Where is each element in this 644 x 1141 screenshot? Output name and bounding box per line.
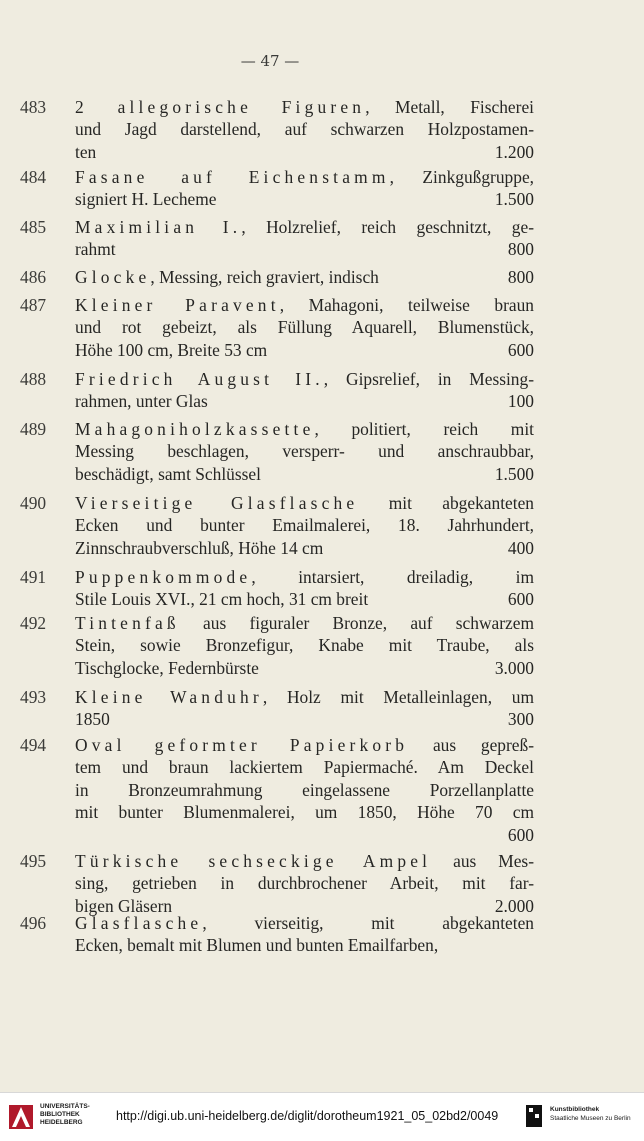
item-title: Mahagoniholzkassette bbox=[75, 419, 315, 439]
entry-line bbox=[75, 824, 534, 846]
catalog-entry bbox=[20, 566, 534, 611]
item-description: aus Mes- bbox=[431, 851, 534, 871]
entry-line bbox=[75, 708, 534, 730]
entry-line bbox=[75, 294, 534, 316]
entry-number: 490 bbox=[20, 493, 47, 513]
item-price: 1.200 bbox=[494, 141, 534, 162]
item-description: , Metall, Fischerei bbox=[365, 97, 534, 117]
item-title: Vierseitige Glasflasche bbox=[75, 493, 359, 513]
catalog-entry bbox=[20, 216, 534, 261]
entry-line bbox=[75, 339, 534, 361]
item-price: 800 bbox=[507, 239, 534, 260]
item-description: Tischglocke, Federnbürste bbox=[75, 657, 259, 678]
catalog-entry bbox=[20, 686, 534, 731]
entry-line bbox=[75, 118, 534, 140]
entry-line bbox=[75, 440, 534, 462]
kunstbibliothek-logo-icon bbox=[524, 1103, 544, 1129]
item-description: , Holz mit Metalleinlagen, um bbox=[262, 687, 534, 707]
entry-number: 494 bbox=[20, 735, 47, 755]
item-description: beschädigt, samt Schlüssel bbox=[75, 463, 261, 484]
item-price: 3.000 bbox=[494, 657, 534, 678]
catalog-entry bbox=[20, 418, 534, 485]
entry-number: 485 bbox=[20, 217, 47, 237]
item-description: Ecken und bunter Emailmalerei, 18. Jahrhundert, bbox=[75, 515, 534, 536]
entry-number: 492 bbox=[20, 613, 47, 633]
entry-number: 493 bbox=[20, 687, 47, 707]
entry-line bbox=[75, 850, 534, 872]
catalog-entry bbox=[20, 166, 534, 211]
catalog-entry bbox=[20, 266, 534, 288]
catalog-entry bbox=[20, 368, 534, 413]
heidelberg-library-name: UNIVERSITÄTS- BIBLIOTHEK HEIDELBERG bbox=[40, 1103, 90, 1126]
entry-line bbox=[75, 238, 534, 260]
item-description: Stein, sowie Bronzefigur, Knabe mit Traube, als bbox=[75, 635, 534, 656]
page-number: — 47 — bbox=[240, 52, 300, 70]
item-price: 100 bbox=[507, 391, 534, 412]
item-price: 1.500 bbox=[494, 463, 534, 484]
item-description: Zinnschraubverschluß, Höhe 14 cm bbox=[75, 537, 324, 558]
item-price: 1.500 bbox=[494, 189, 534, 210]
item-description: mit bunter Blumenmalerei, um 1850, Höhe 70 cm bbox=[75, 802, 534, 823]
item-description: rahmen, unter Glas bbox=[75, 391, 208, 412]
entry-number: 495 bbox=[20, 851, 47, 871]
item-description: Messing beschlagen, versperr- und anschraubbar, bbox=[75, 441, 534, 462]
item-title: 2 allegorische Figuren bbox=[75, 97, 366, 117]
catalog-entry bbox=[20, 294, 534, 361]
entry-line bbox=[75, 537, 534, 559]
entry-number: 491 bbox=[20, 567, 47, 587]
item-price: 2.000 bbox=[494, 895, 534, 916]
item-title: Türkische sechseckige Ampel bbox=[75, 851, 432, 871]
item-title: Kleiner Paravent bbox=[75, 295, 280, 315]
item-price: 600 bbox=[507, 339, 534, 360]
entry-line bbox=[75, 588, 534, 610]
item-description: 1850 bbox=[75, 709, 110, 730]
item-title: Maximilian I. bbox=[75, 217, 242, 237]
catalog-entry bbox=[20, 492, 534, 559]
entry-line bbox=[75, 801, 534, 823]
item-description: tem und braun lackiertem Papiermaché. Am Deckel bbox=[75, 757, 534, 778]
item-description: , Holzrelief, reich geschnitzt, ge- bbox=[241, 217, 535, 237]
item-description: aus gepreß- bbox=[408, 735, 534, 755]
entry-line bbox=[75, 390, 534, 412]
item-description: , vierseitig, mit abgekanteten bbox=[202, 913, 534, 933]
catalog-entry bbox=[20, 912, 534, 957]
entry-line bbox=[75, 418, 534, 440]
catalog-entry bbox=[20, 734, 534, 846]
entry-number: 486 bbox=[20, 267, 47, 287]
item-title: Glocke bbox=[75, 267, 151, 287]
item-description: und rot gebeizt, als Füllung Aquarell, Blumenstück, bbox=[75, 317, 534, 338]
entry-line bbox=[75, 566, 534, 588]
item-price: 300 bbox=[507, 709, 534, 730]
entry-line bbox=[75, 612, 534, 634]
heidelberg-library-logo-icon bbox=[8, 1101, 36, 1133]
item-price: 600 bbox=[507, 824, 534, 845]
entry-number: 489 bbox=[20, 419, 47, 439]
item-description: signiert H. Lecheme bbox=[75, 189, 217, 210]
entry-line bbox=[75, 166, 534, 188]
entry-line bbox=[75, 316, 534, 338]
catalog-entry bbox=[20, 96, 534, 163]
item-title: Puppenkommode bbox=[75, 567, 252, 587]
item-description: mit abgekanteten bbox=[358, 493, 534, 513]
entry-line bbox=[75, 686, 534, 708]
entry-line bbox=[75, 657, 534, 679]
entry-line bbox=[75, 872, 534, 894]
item-title: Friedrich August II. bbox=[75, 369, 324, 389]
entry-line bbox=[75, 216, 534, 238]
item-description: rahmt bbox=[75, 239, 116, 260]
item-description: bigen Gläsern bbox=[75, 895, 173, 916]
item-price: 600 bbox=[507, 589, 534, 610]
item-description: , Zinkgußgruppe, bbox=[389, 167, 535, 187]
entry-number: 496 bbox=[20, 913, 47, 933]
entry-line bbox=[75, 634, 534, 656]
entry-line bbox=[75, 779, 534, 801]
item-description: , Mahagoni, teilweise braun bbox=[279, 295, 534, 315]
entry-number: 484 bbox=[20, 167, 47, 187]
item-description: in Bronzeumrahmung eingelassene Porzellanplatte bbox=[75, 779, 534, 800]
item-title: Glasflasche bbox=[75, 913, 203, 933]
item-title: Oval geformter Papierkorb bbox=[75, 735, 409, 755]
item-description: , politiert, reich mit bbox=[314, 419, 534, 439]
entry-line bbox=[75, 492, 534, 514]
item-description: , Gipsrelief, in Messing- bbox=[323, 369, 534, 389]
entry-line bbox=[75, 756, 534, 778]
entry-line bbox=[75, 141, 534, 163]
item-price: 400 bbox=[507, 537, 534, 558]
item-description: und Jagd darstellend, auf schwarzen Holzpostamen- bbox=[75, 119, 534, 140]
footer-bar bbox=[0, 1092, 644, 1141]
entry-line bbox=[75, 266, 534, 288]
entry-line bbox=[75, 934, 534, 956]
item-description: Ecken, bemalt mit Blumen und bunten Emailfarben, bbox=[75, 935, 439, 956]
entry-number: 488 bbox=[20, 369, 47, 389]
item-description: aus figuraler Bronze, auf schwarzem bbox=[179, 613, 534, 633]
entry-line bbox=[75, 463, 534, 485]
entry-number: 487 bbox=[20, 295, 47, 315]
item-description: Höhe 100 cm, Breite 53 cm bbox=[75, 339, 268, 360]
item-description: ten bbox=[75, 141, 97, 162]
entry-line bbox=[75, 514, 534, 536]
item-price: 800 bbox=[507, 267, 534, 287]
entry-line bbox=[75, 188, 534, 210]
entry-line bbox=[75, 96, 534, 118]
catalog-entry bbox=[20, 612, 534, 679]
item-description: Stile Louis XVI., 21 cm hoch, 31 cm breit bbox=[75, 589, 369, 610]
entry-number: 483 bbox=[20, 97, 47, 117]
source-url-link[interactable]: http://digi.ub.uni-heidelberg.de/diglit/dorotheum1921_05_02bd2/0049 bbox=[116, 1109, 499, 1123]
kunstbibliothek-name: Kunstbibliothek Staatliche Museen zu Berlin bbox=[550, 1106, 631, 1122]
item-title: Tintenfaß bbox=[75, 613, 180, 633]
entry-line bbox=[75, 912, 534, 934]
item-description: sing, getrieben in durchbrochener Arbeit, mit far- bbox=[75, 873, 534, 894]
item-title: Kleine Wanduhr bbox=[75, 687, 263, 707]
entry-line bbox=[75, 368, 534, 390]
catalog-entry bbox=[20, 850, 534, 917]
item-description: , Messing, reich graviert, indisch bbox=[150, 267, 379, 287]
entry-line bbox=[75, 734, 534, 756]
item-title: Fasane auf Eichenstamm bbox=[75, 167, 390, 187]
item-description: , intarsiert, dreiladig, im bbox=[251, 567, 534, 587]
